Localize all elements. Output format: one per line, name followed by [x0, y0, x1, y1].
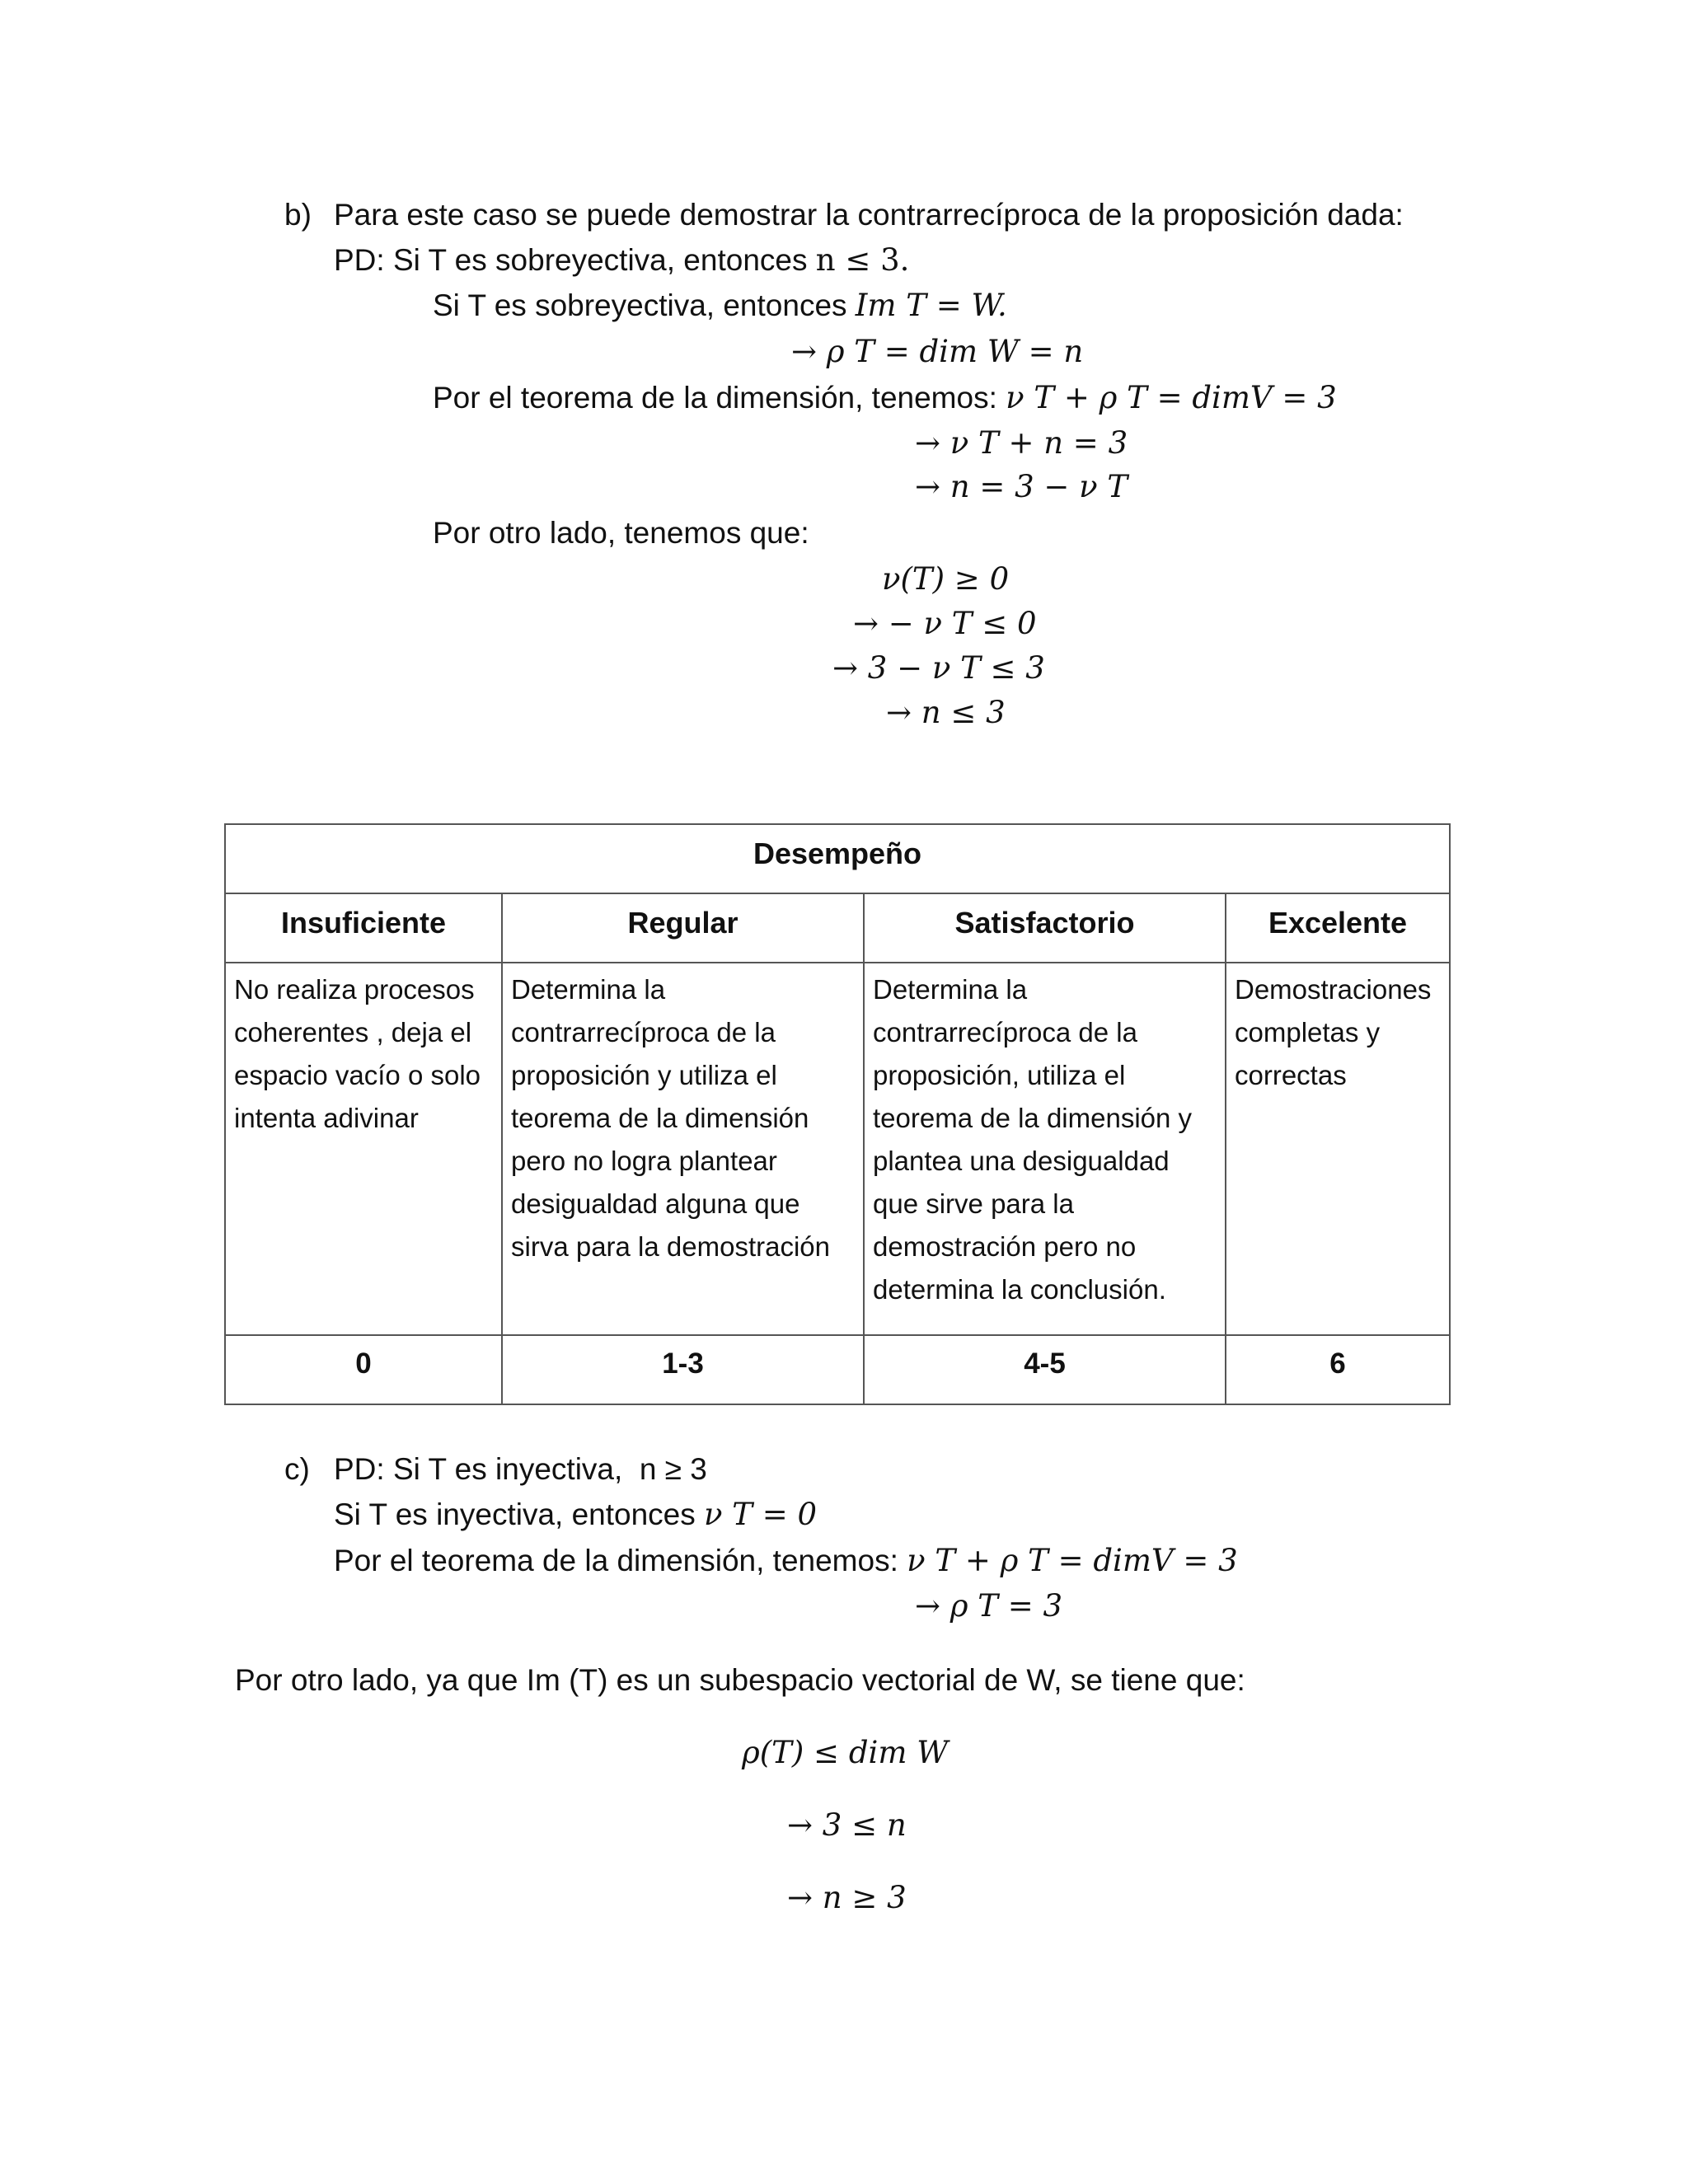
- part-b-line10-math: → n ≤ 3: [886, 695, 1006, 730]
- part-c-line3-math: → ρ T = 3: [915, 1588, 1063, 1624]
- part-b-line2-math: → ρ T = dim W = n: [791, 334, 1084, 369]
- score-excelente: 6: [1329, 1347, 1346, 1380]
- part-c-line1: [334, 1496, 817, 1534]
- description-cell: [1226, 963, 1450, 1335]
- description-regular: Determina la contrarrecíproca de la proposición y utiliza el teorema de la dimensión pero no logra plantear desigualdad alguna que sirva para la demostración: [511, 974, 831, 1262]
- level-cell: [864, 893, 1226, 963]
- part-b-line1: [433, 287, 1007, 325]
- part-b-line4-math: → ν T + n = 3: [915, 425, 1128, 461]
- part-b-line1-text: Si T es sobreyectiva, entonces: [433, 288, 856, 322]
- score-cell: [225, 1335, 502, 1404]
- part-b-line3-math: ν T + ρ T = dimV = 3: [1006, 380, 1337, 415]
- part-c-line2-text: Por el teorema de la dimensión, tenemos:: [334, 1544, 907, 1577]
- level-insuficiente: Insuficiente: [280, 906, 447, 940]
- part-b-line8-math: → − ν T ≤ 0: [853, 606, 1037, 641]
- rubric-title: Desempeño: [753, 837, 922, 870]
- part-b-intro: Para este caso se puede demostrar la contrarrecíproca de la proposición dada:: [334, 198, 1404, 232]
- rubric-scores-row: [225, 1335, 1450, 1404]
- rubric-levels-row: [225, 893, 1450, 963]
- part-c-line1-text: Si T es inyectiva, entonces: [334, 1497, 705, 1531]
- rubric-title-cell: [225, 824, 1450, 893]
- level-excelente: Excelente: [1268, 906, 1408, 940]
- score-cell: [502, 1335, 864, 1404]
- description-cell: [502, 963, 864, 1335]
- part-c-label: c): [284, 1452, 310, 1486]
- score-insuficiente: 0: [355, 1347, 372, 1380]
- part-b-pd-text: PD: Si T es sobreyectiva, entonces: [334, 243, 816, 277]
- level-satisfactorio: Satisfactorio: [954, 906, 1135, 940]
- level-regular: Regular: [627, 906, 738, 940]
- part-b-line3: [433, 379, 1337, 417]
- rubric-table: [224, 823, 1451, 1405]
- part-c-line4: Por otro lado, ya que Im (T) es un subespacio vectorial de W, se tiene que:: [235, 1663, 1245, 1697]
- score-regular: 1-3: [662, 1347, 704, 1380]
- part-c-pd: PD: Si T es inyectiva, n ≥ 3: [334, 1452, 707, 1486]
- part-b-line3-text: Por el teorema de la dimensión, tenemos:: [433, 381, 1006, 415]
- level-cell: [502, 893, 864, 963]
- part-b-pd-math: n ≤ 3.: [815, 242, 910, 278]
- description-cell: [225, 963, 502, 1335]
- level-cell: [1226, 893, 1450, 963]
- score-cell: [864, 1335, 1226, 1404]
- part-c-line6-math: → 3 ≤ n: [787, 1807, 907, 1843]
- part-b-line6: Por otro lado, tenemos que:: [433, 516, 809, 550]
- part-b-line9-math: → 3 − ν T ≤ 3: [832, 650, 1045, 686]
- score-satisfactorio: 4-5: [1024, 1347, 1066, 1380]
- description-cell: [864, 963, 1226, 1335]
- part-c-line2: [334, 1542, 1238, 1580]
- part-b-pd: [334, 241, 909, 279]
- part-b-line5-math: → n = 3 − ν T: [915, 469, 1128, 504]
- part-c-line1-math: ν T = 0: [704, 1497, 818, 1532]
- part-b-line1-math: Im T = W.: [855, 288, 1007, 323]
- part-b-label: b): [284, 198, 312, 232]
- part-c-line2-math: ν T + ρ T = dimV = 3: [907, 1543, 1238, 1578]
- description-excelente: Demostraciones completas y correctas: [1235, 974, 1432, 1090]
- description-insuficiente: No realiza procesos coherentes , deja el espacio vacío o solo intenta adivinar: [234, 974, 481, 1133]
- score-cell: [1226, 1335, 1450, 1404]
- part-b-line7-math: ν(T) ≥ 0: [882, 561, 1010, 597]
- level-cell: [225, 893, 502, 963]
- rubric-title-row: [225, 824, 1450, 893]
- part-c-line7-math: → n ≥ 3: [787, 1880, 907, 1915]
- part-c-line5-math: ρ(T) ≤ dim W: [742, 1735, 949, 1770]
- rubric-descriptions-row: [225, 963, 1450, 1335]
- description-satisfactorio: Determina la contrarrecíproca de la proposición, utiliza el teorema de la dimensión y plantea una desigualdad que sirve para la demostración pero no determina la conclusión.: [873, 974, 1193, 1305]
